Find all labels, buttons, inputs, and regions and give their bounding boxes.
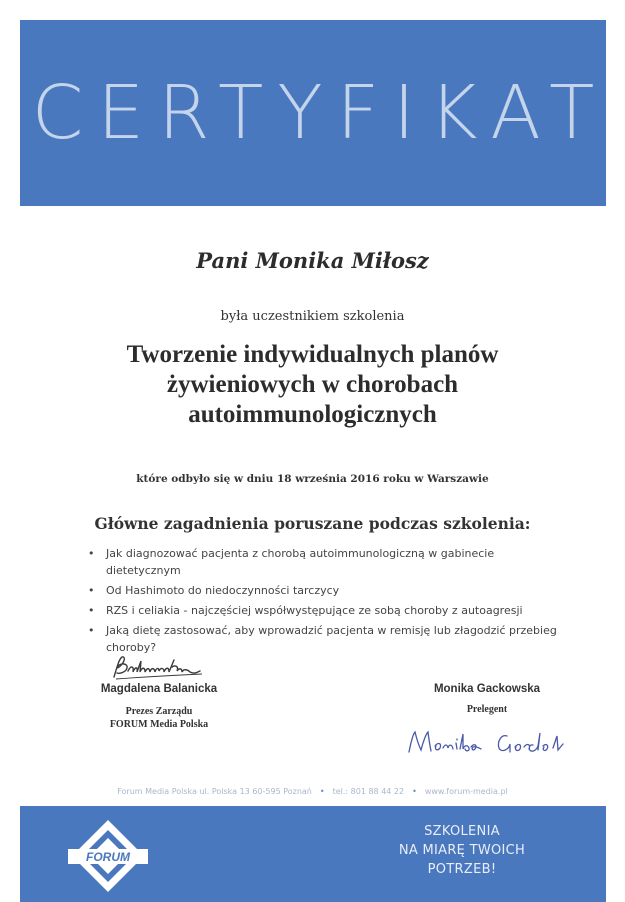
signature-block-speaker [417, 683, 557, 758]
footer-band [20, 806, 606, 902]
signatory-role: Prezes Zarządu [125, 706, 193, 717]
footer-slogan [372, 822, 552, 879]
course-title [0, 340, 625, 430]
bullet-icon: • [88, 624, 95, 637]
topics-list [88, 545, 568, 659]
header-banner [20, 20, 609, 206]
company-address: Forum Media Polska ul. Polska 13 60-595 Poznań [117, 787, 312, 796]
course-title-line: Tworzenie indywidualnych planów [126, 341, 499, 368]
certificate-title: CERTYFIKAT [31, 70, 609, 156]
topic-text: Od Hashimoto do niedoczynności tarczycy [106, 584, 340, 597]
signatory-name: Magdalena Balanicka [100, 683, 218, 695]
topics-heading: Główne zagadnienia poruszane podczas szkolenia: [94, 514, 531, 533]
slogan-line: SZKOLENIA [424, 824, 500, 839]
signature-block-president [84, 653, 234, 731]
handwritten-signature-balanicka [84, 653, 234, 683]
event-details: które odbyło się w dniu 18 września 2016 roku w Warszawie [136, 473, 489, 485]
slogan-line: POTRZEB! [427, 862, 497, 877]
recipient-name: Pani Monika Miłosz [196, 248, 429, 273]
forum-logo [68, 816, 148, 896]
bullet-icon: • [88, 604, 95, 617]
separator-dot-icon: • [412, 787, 417, 796]
topic-text: RZS i celiakia - najczęściej współwystępujące ze sobą choroby z autoagresji [106, 604, 523, 617]
list-item [88, 545, 568, 579]
handwritten-signature-gackowska [397, 722, 607, 758]
logo-text: FORUM [86, 850, 130, 864]
topic-text: Jaką dietę zastosować, aby wprowadzić pacjenta w remisję lub złagodzić przebieg choroby? [106, 624, 557, 654]
signatory-name: Monika Gackowska [433, 683, 541, 695]
course-title-line: autoimmunologicznych [188, 401, 437, 428]
contact-line [0, 787, 625, 796]
bullet-icon: • [88, 584, 95, 597]
separator-dot-icon: • [319, 787, 325, 796]
list-item [88, 582, 568, 599]
signatory-role: Prelegent [466, 704, 508, 715]
signatory-company: FORUM Media Polska [109, 719, 209, 730]
list-item [88, 602, 568, 619]
participant-text: była uczestnikiem szkolenia [220, 309, 405, 324]
list-item [88, 622, 568, 656]
company-phone: tel.: 801 88 44 22 [332, 787, 405, 796]
course-title-line: żywieniowych w chorobach [166, 371, 459, 398]
bullet-icon: • [88, 547, 95, 560]
company-website: www.forum-media.pl [424, 787, 508, 796]
topic-text: Jak diagnozować pacjenta z chorobą autoimmunologiczną w gabinecie dietetycznym [106, 547, 495, 577]
slogan-line: NA MIARĘ TWOICH [398, 843, 526, 858]
